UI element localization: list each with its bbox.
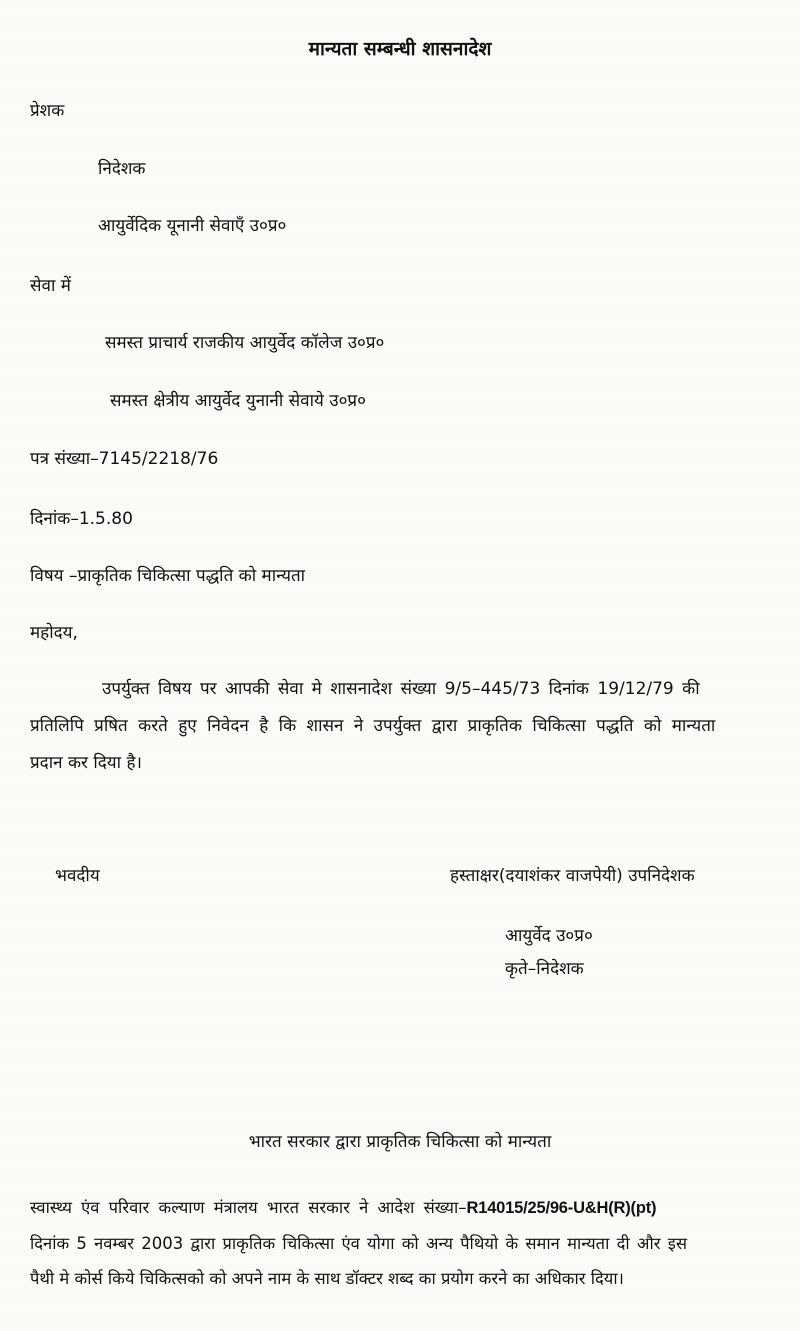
letter-date: दिनांक–1.5.80	[30, 509, 133, 529]
recipient-line: समस्त प्राचार्य राजकीय आयुर्वेद कॉलेज उ०प्र०	[105, 333, 385, 353]
sender-department: आयुर्वेदिक यूनानी सेवाएँ उ०प्र०	[98, 216, 287, 236]
letter-number: पत्र संख्या–7145/2218/76	[30, 449, 219, 469]
order-code: R14015/25/96-U&H(R)(pt)	[466, 1199, 657, 1217]
recipient-line: समस्त क्षेत्रीय आयुर्वेद युनानी सेवाये उ०प्र०	[110, 391, 366, 411]
salutation: महोदय,	[30, 623, 78, 643]
letter-body	[30, 671, 765, 782]
sender-designation: निदेशक	[98, 159, 146, 179]
document-title: मान्यता सम्बन्धी शासनादेश	[308, 38, 492, 60]
signature-line: हस्ताक्षर(दयाशंकर वाजपेयी) उपनिदेशक	[450, 866, 695, 886]
recognition-line: पैथी मे कोर्स किये चिकित्सको को अपने नाम के साथ डॉक्टर शब्द का प्रयोग करने का अधिकार दिया।	[30, 1269, 624, 1288]
body-line: प्रदान कर दिया है।	[30, 753, 142, 773]
recognition-line	[30, 1190, 765, 1226]
closing: भवदीय	[55, 866, 100, 886]
recognition-line-prefix: स्वास्थ्य एंव परिवार कल्याण मंत्रालय भारत सरकार ने आदेश संख्या–	[30, 1198, 467, 1217]
signature-role: कृते–निदेशक	[505, 959, 584, 979]
recognition-title: भारत सरकार द्वारा प्राकृतिक चिकित्सा को मान्यता	[248, 1132, 552, 1152]
recognition-body	[30, 1190, 765, 1296]
sender-label: प्रेशक	[30, 101, 65, 121]
body-line: उपर्युक्त विषय पर आपकी सेवा मे शासनादेश संख्या 9/5–445/73 दिनांक 19/12/79 की	[102, 679, 700, 699]
recognition-line: दिनांक 5 नवम्बर 2003 द्वारा प्राकृतिक चिकित्सा एंव योगा को अन्य पैथियो के समान मान्यता दी और इस	[30, 1234, 687, 1253]
letter-subject: विषय –प्राकृतिक चिकित्सा पद्धति को मान्यता	[30, 566, 306, 586]
signature-department: आयुर्वेद उ०प्र०	[505, 926, 593, 946]
body-line: प्रतिलिपि प्रषित करते हुए निवेदन है कि शासन ने उपर्युक्त द्वारा प्राकृतिक चिकित्सा पद्धति को मान्यता	[30, 716, 716, 736]
recipient-label: सेवा में	[30, 276, 71, 296]
